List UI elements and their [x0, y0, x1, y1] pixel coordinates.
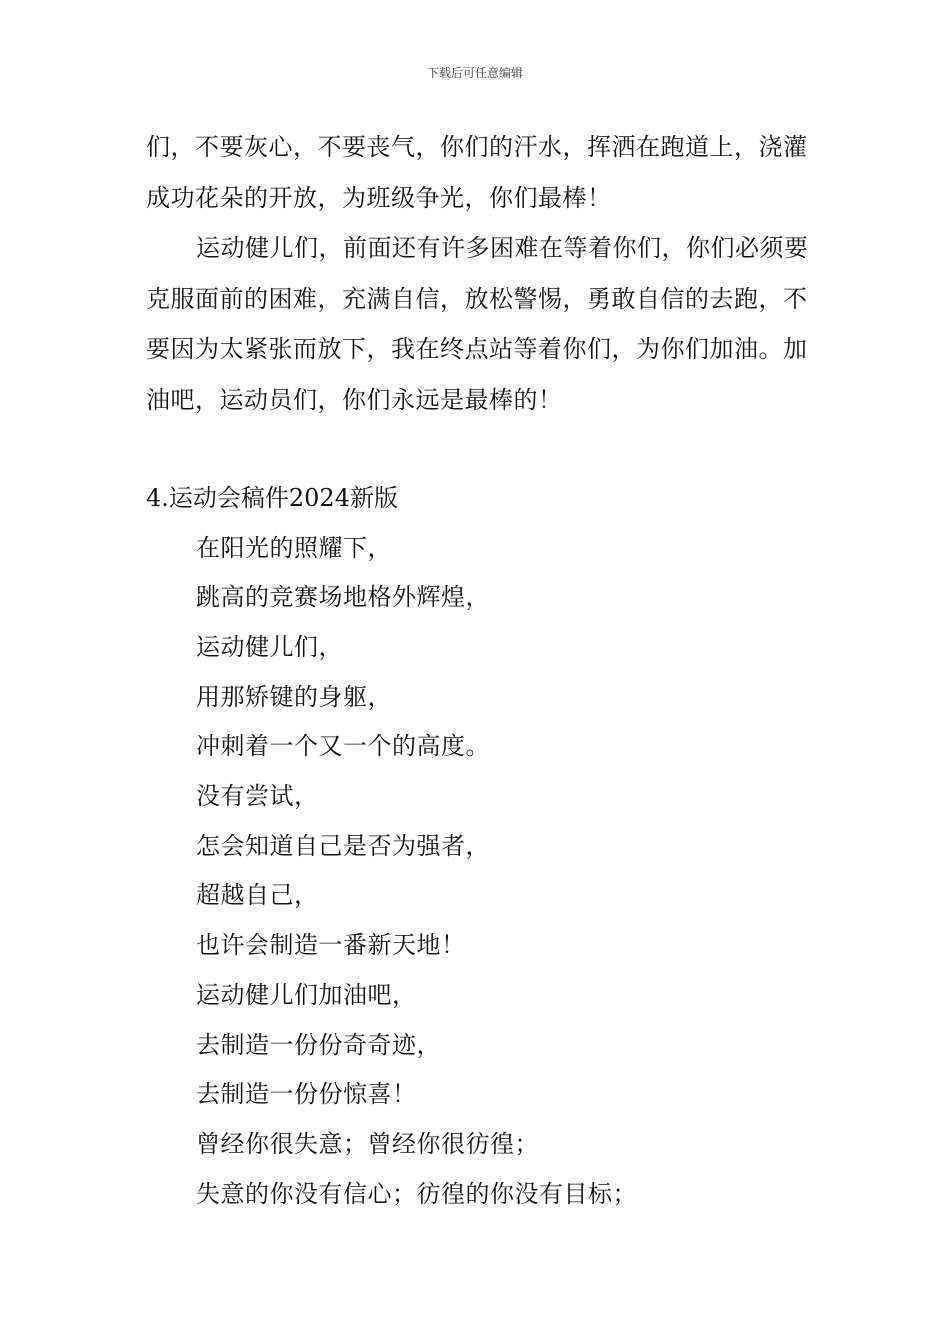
- poem-block: [146, 524, 810, 1220]
- section-heading: 4.运动会稿件2024新版: [146, 484, 398, 512]
- poem-line: 跳高的竞赛场地格外辉煌，: [196, 583, 490, 612]
- section-gap: [146, 425, 810, 473]
- page-header: 下载后可任意编辑: [426, 66, 523, 80]
- poem-line: 失意的你没有信心；彷徨的你没有目标；: [196, 1179, 637, 1208]
- poem-line: 运动健儿们，: [196, 632, 343, 661]
- paragraph-cheer: 运动健儿们，前面还有许多困难在等着你们，你们必须要克服面前的困难，充满自信，放松警惕，勇敢自信的去跑，不要因为太紧张而放下，我在终点站等着你们，为你们加油。加油吧，运动员们，你们永远是最棒的！: [146, 234, 809, 414]
- poem-line: 怎会知道自己是否为强者，: [196, 831, 490, 860]
- poem-line: 也许会制造一番新天地！: [196, 931, 466, 960]
- poem-line: 在阳光的照耀下，: [196, 533, 392, 562]
- poem-line: 去制造一份份惊喜！: [196, 1080, 417, 1109]
- poem-line: 冲刺着一个又一个的高度。: [196, 732, 490, 761]
- document-body: [146, 122, 810, 1219]
- poem-line: 曾经你很失意；曾经你很彷徨；: [196, 1129, 539, 1158]
- poem-line: 超越自己，: [196, 881, 319, 910]
- poem-line: 运动健儿们加油吧，: [196, 980, 417, 1009]
- paragraph-continuation: 们，不要灰心，不要丧气，你们的汗水，挥洒在跑道上，浇灌成功花朵的开放，为班级争光，你们最棒！: [146, 133, 808, 212]
- poem-line: 用那矫键的身躯，: [196, 682, 392, 711]
- poem-line: 去制造一份份奇奇迹，: [196, 1030, 441, 1059]
- poem-line: 没有尝试，: [196, 782, 319, 811]
